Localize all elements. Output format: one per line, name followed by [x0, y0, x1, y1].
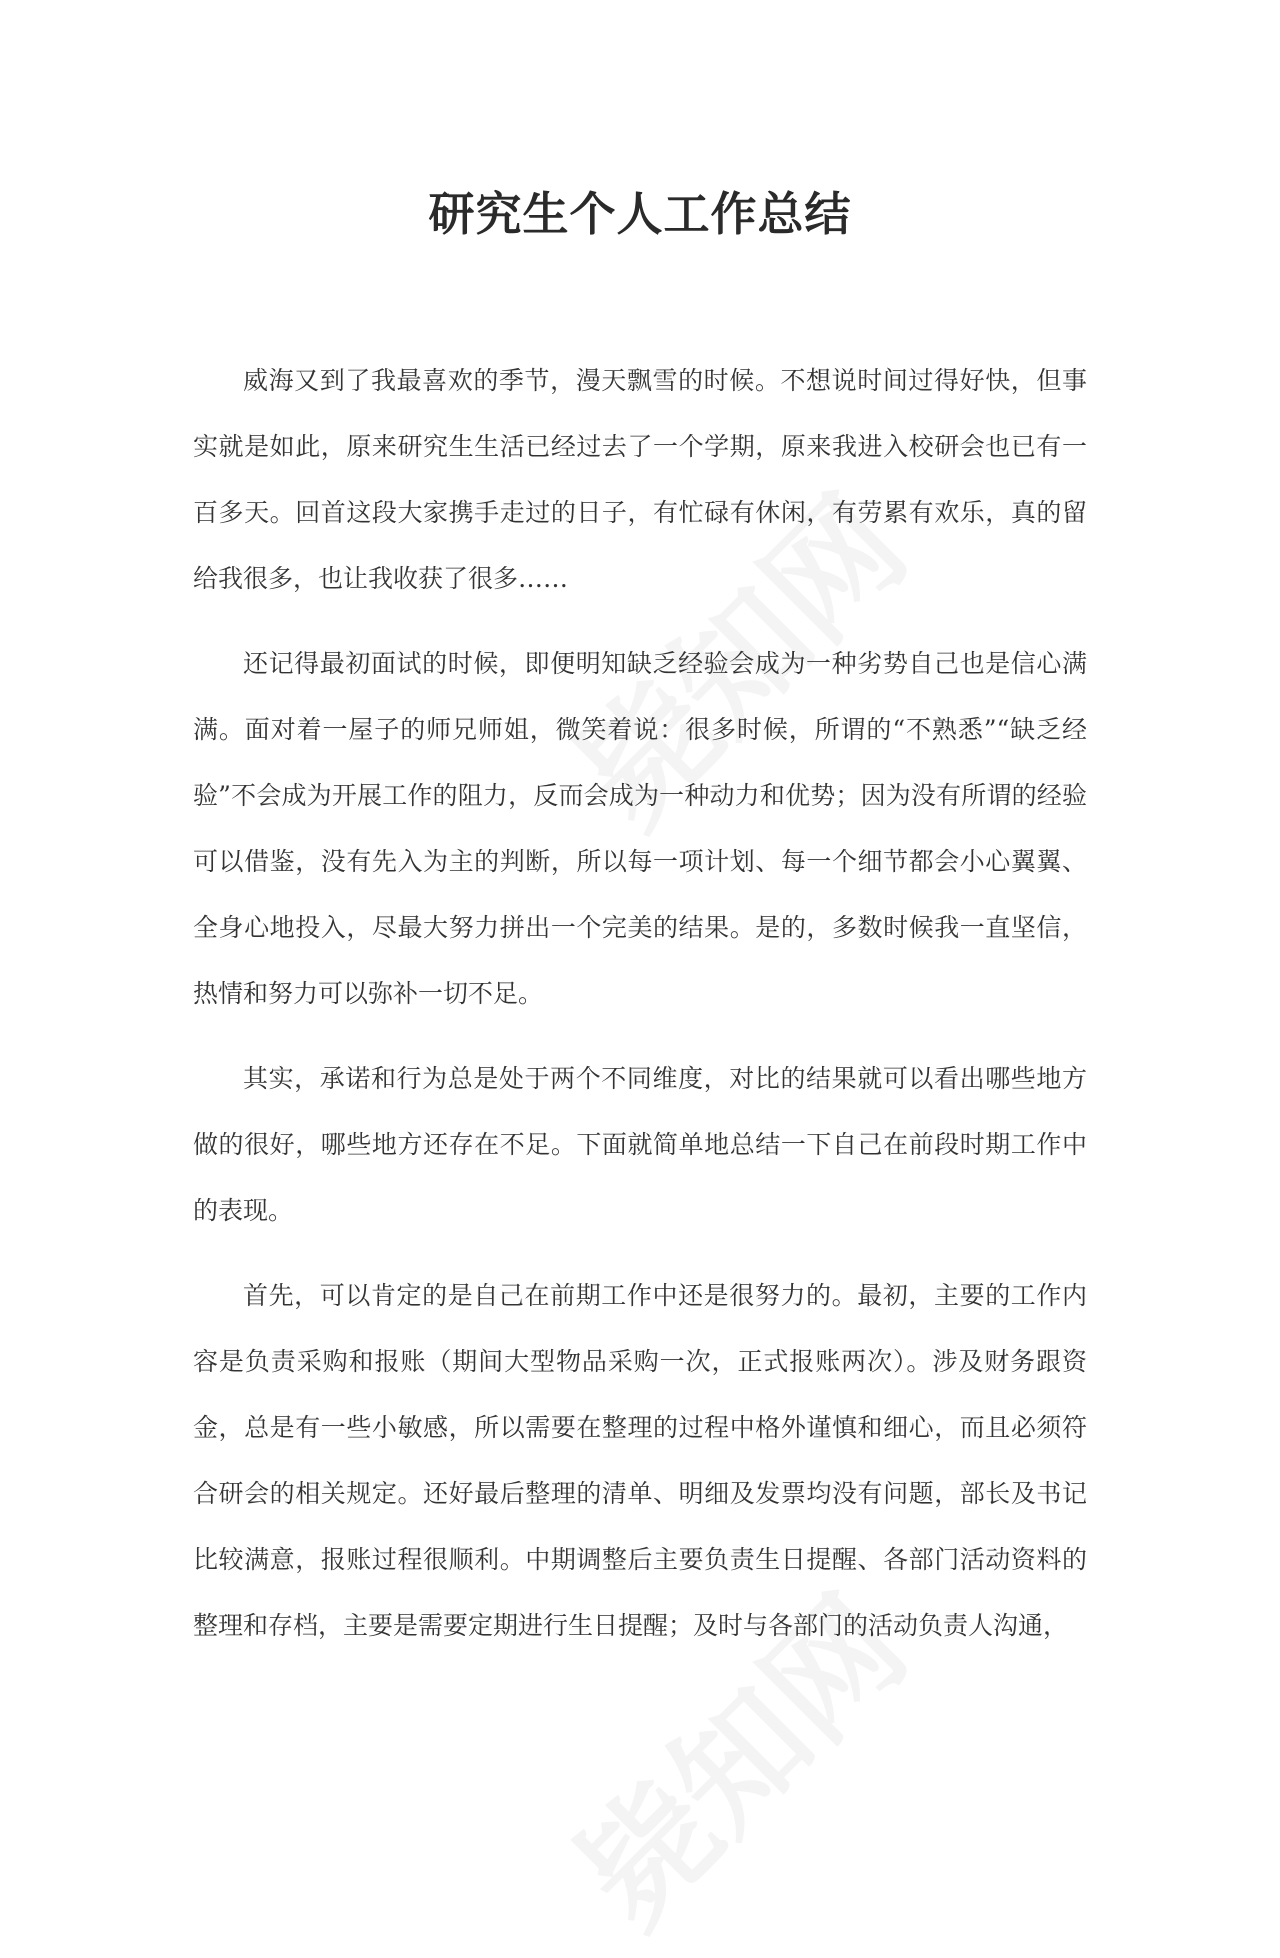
paragraph-4: 首先，可以肯定的是自己在前期工作中还是很努力的。最初，主要的工作内容是负责采购和报账（期间大型物品采购一次，正式报账两次）。涉及财务跟资金，总是有一些小敏感，所以需要在整理的过程中格外谨慎和细心，而且必须符合研会的相关规定。还好最后整理的清单、明细及发票均没有问题，部长及书记比较满意，报账过程很顺利。中期调整后主要负责生日提醒、各部门活动资料的整理和存档，主要是需要定期进行生日提醒；及时与各部门的活动负责人沟通， — [193, 1281, 1087, 1640]
document-body — [193, 348, 1087, 1678]
paragraph-3: 其实，承诺和行为总是处于两个不同维度，对比的结果就可以看出哪些地方做的很好，哪些地方还存在不足。下面就简单地总结一下自己在前段时期工作中的表现。 — [193, 1064, 1087, 1225]
paragraph-1: 威海又到了我最喜欢的季节，漫天飘雪的时候。不想说时间过得好快，但事实就是如此，原来研究生生活已经过去了一个学期，原来我进入校研会也已有一百多天。回首这段大家携手走过的日子，有忙碌有休闲，有劳累有欢乐，真的留给我很多，也让我收获了很多…… — [193, 366, 1087, 593]
document-title: 研究生个人工作总结 — [428, 187, 852, 241]
paragraph-2: 还记得最初面试的时候，即便明知缺乏经验会成为一种劣势自己也是信心满满。面对着一屋子的师兄师姐，微笑着说：很多时候，所谓的“不熟悉”“缺乏经验”不会成为开展工作的阻力，反而会成为一种动力和优势；因为没有所谓的经验可以借鉴，没有先入为主的判断，所以每一项计划、每一个细节都会小心翼翼、全身心地投入，尽最大努力拼出一个完美的结果。是的，多数时候我一直坚信，热情和努力可以弥补一切不足。 — [193, 649, 1087, 1008]
